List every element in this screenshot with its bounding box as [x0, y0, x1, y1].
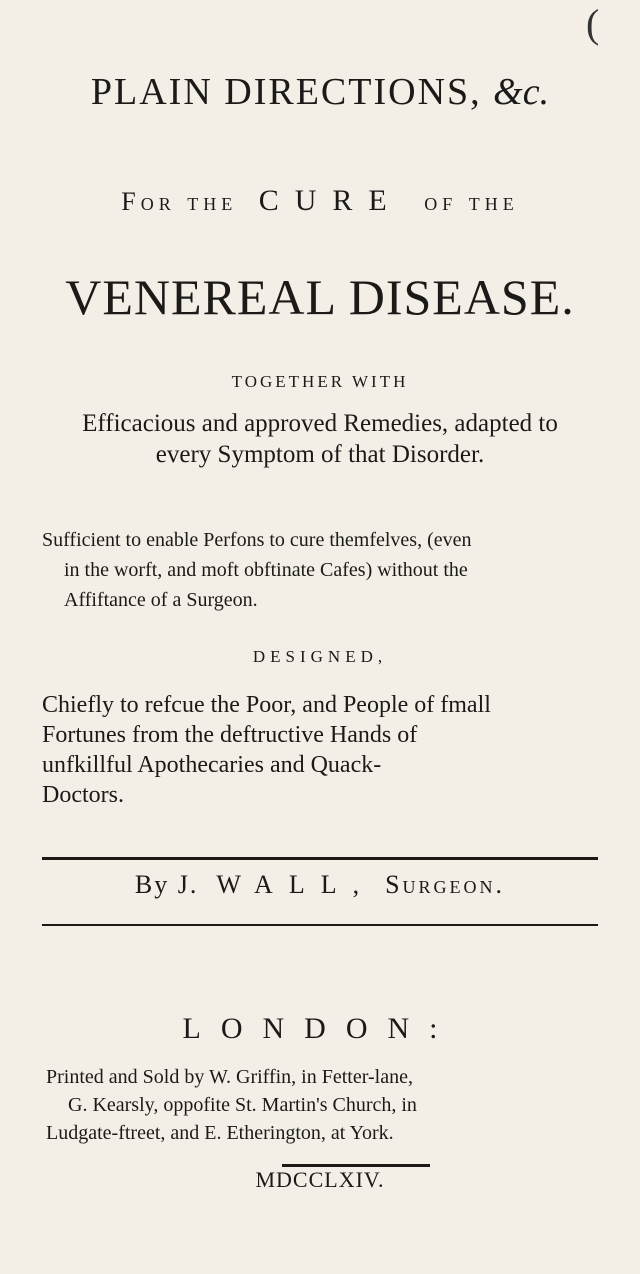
divider-rule [42, 924, 598, 926]
subtitle-for-the: For the [121, 187, 249, 216]
sufficient-line: in the worft, and moft obftinate Cafes) without the [64, 559, 468, 581]
author-role: Surgeon. [385, 870, 506, 899]
remedies-line: Efficacious and approved Remedies, adapted to [82, 410, 558, 437]
subtitle-cure: CURE [258, 184, 403, 217]
chiefly-line: Chiefly to refcue the Poor, and People of fmall [42, 692, 491, 718]
author-line [0, 870, 640, 900]
remedies-line: every Symptom of that Disorder. [155, 441, 485, 468]
chiefly-line: Fortunes from the deftructive Hands of [42, 722, 418, 748]
chiefly-line: unfkillful Apothecaries and Quack- [42, 752, 382, 778]
main-title-text: PLAIN DIRECTIONS, [90, 71, 494, 113]
sufficient-line: Affiftance of a Surgeon. [64, 589, 258, 611]
together-with-label: TOGETHER WITH [231, 372, 409, 391]
page-edge-mark: ( [586, 1, 600, 46]
author-name: WALL, [216, 870, 376, 899]
designed-label: DESIGNED, [252, 647, 388, 666]
imprint-line: Printed and Sold by W. Griffin, in Fetter-lane, [46, 1066, 413, 1088]
disease-title: VENEREAL DISEASE. [65, 269, 575, 325]
chiefly-paragraph [42, 690, 604, 810]
publication-date: MDCCLXIV. [255, 1167, 385, 1192]
author-by: By J. [134, 870, 199, 899]
remedies-paragraph [30, 408, 610, 470]
city-label: LONDON: [182, 1012, 458, 1045]
main-title-etc: &c. [493, 71, 550, 113]
imprint-paragraph [46, 1063, 610, 1147]
subtitle [0, 184, 640, 218]
main-title [0, 70, 640, 114]
sufficient-paragraph [42, 525, 604, 615]
imprint-line: Ludgate-ftreet, and E. Etherington, at York. [46, 1122, 394, 1144]
subtitle-of-the: of the [412, 187, 519, 216]
imprint-line: G. Kearsly, oppofite St. Martin's Church, in [68, 1094, 417, 1116]
sufficient-line: Sufficient to enable Perfons to cure themfelves, (even [42, 529, 472, 551]
divider-rule [42, 857, 598, 860]
chiefly-line: Doctors. [42, 782, 124, 808]
